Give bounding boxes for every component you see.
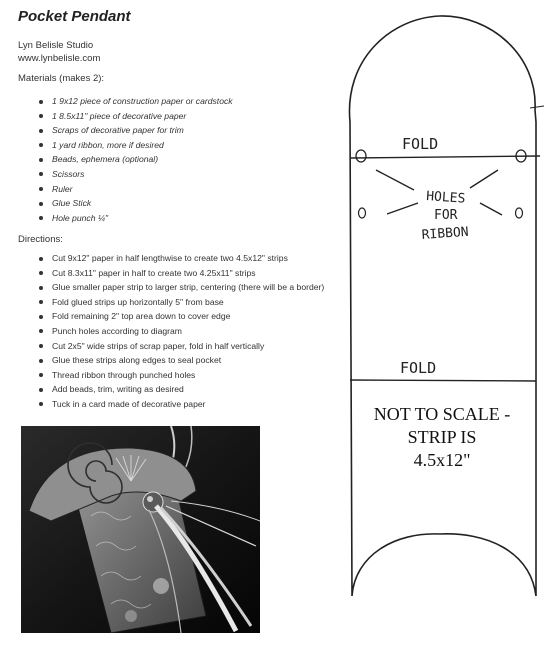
list-item: Cut 2x5" wide strips of scrap paper, fold in half vertically	[38, 339, 324, 354]
fold-line-bottom	[350, 380, 536, 381]
strip-outline	[349, 16, 536, 596]
holes-label-line1: HOLES	[425, 189, 466, 207]
fold-label-top: FOLD	[402, 135, 439, 153]
list-item: Hole punch ¼"	[38, 211, 233, 226]
list-item: Glue these strips along edges to seal pocket	[38, 353, 324, 368]
studio-name: Lyn Belisle Studio	[18, 40, 94, 51]
list-item: Glue Stick	[38, 196, 233, 211]
scale-note-line2: STRIP IS	[407, 427, 477, 447]
list-item: Cut 9x12" paper in half lengthwise to create two 4.5x12" strips	[38, 251, 324, 266]
directions-heading: Directions:	[18, 234, 63, 245]
fold-line-top	[350, 156, 540, 158]
list-item: 1 8.5x11" piece of decorative paper	[38, 109, 233, 124]
list-item: Fold remaining 2" top area down to cover edge	[38, 309, 324, 324]
page-title: Pocket Pendant	[18, 8, 131, 25]
list-item: Glue smaller paper strip to larger strip, centering (there will be a border)	[38, 280, 324, 295]
list-item: Ruler	[38, 182, 233, 197]
list-item: Cut 8.3x11" paper in half to create two 4.25x11" strips	[38, 266, 324, 281]
studio-website: www.lynbelisle.com	[18, 53, 101, 64]
materials-list	[38, 94, 233, 225]
list-item: Fold glued strips up horizontally 5" from base	[38, 295, 324, 310]
scale-note-line1: NOT TO SCALE -	[373, 404, 511, 424]
pendant-photo	[21, 426, 260, 633]
list-item: Tuck in a card made of decorative paper	[38, 397, 324, 412]
list-item: 1 9x12 piece of construction paper or cardstock	[38, 94, 233, 109]
hole-marker	[359, 208, 366, 218]
list-item: Beads, ephemera (optional)	[38, 152, 233, 167]
hole-marker	[356, 150, 366, 162]
directions-list	[38, 251, 324, 412]
hole-marker	[516, 208, 523, 218]
scale-note-line3: 4.5x12"	[413, 450, 471, 470]
list-item: Add beads, trim, writing as desired	[38, 382, 324, 397]
list-item: Scraps of decorative paper for trim	[38, 123, 233, 138]
studio-info	[18, 39, 100, 65]
list-item: Scissors	[38, 167, 233, 182]
list-item: Thread ribbon through punched holes	[38, 368, 324, 383]
pattern-diagram	[330, 0, 552, 646]
list-item: Punch holes according to diagram	[38, 324, 324, 339]
materials-heading: Materials (makes 2):	[18, 73, 105, 84]
holes-label-line3: RIBBON	[421, 224, 470, 243]
fold-label-bottom: FOLD	[400, 359, 437, 377]
list-item: 1 yard ribbon, more if desired	[38, 138, 233, 153]
holes-label-line2: FOR	[434, 208, 458, 223]
